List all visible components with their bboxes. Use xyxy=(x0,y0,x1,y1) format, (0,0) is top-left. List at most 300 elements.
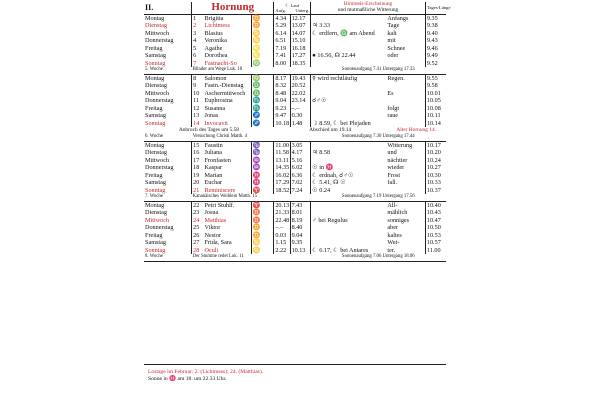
day-length: 10.53 xyxy=(426,231,441,239)
weather-text: raue xyxy=(386,112,425,120)
celestial-event xyxy=(311,224,387,232)
day-length: 9.46 xyxy=(426,44,438,52)
day-number: 25 xyxy=(193,224,200,232)
celestial-event xyxy=(311,157,387,165)
moon-sign-icon: ♒ xyxy=(251,164,274,172)
day-row xyxy=(144,179,446,187)
moonset: 1.48 xyxy=(290,120,311,128)
weekday: Donnerstag xyxy=(144,97,192,105)
saint-name: Dorothea xyxy=(204,52,252,60)
moon-sign-icon: ♊ xyxy=(251,22,274,30)
saint-name: Fronfasten xyxy=(204,157,252,165)
moon-sign-icon: ♋ xyxy=(251,239,274,247)
day-row xyxy=(144,22,446,30)
daylength-header: Tages-Länge xyxy=(425,2,446,14)
day-row xyxy=(144,82,446,90)
moonrise: 9.23 xyxy=(274,105,290,113)
weather-text xyxy=(386,97,425,105)
moonrise: 11.00 xyxy=(275,141,290,149)
moonrise: 14.35 xyxy=(275,164,290,172)
weekday: Sonntag xyxy=(144,60,192,68)
day-row xyxy=(144,172,446,180)
weekday: Montag xyxy=(144,201,192,209)
month-number: II. xyxy=(144,2,192,14)
saint-name: Aschermittwoch xyxy=(204,90,252,98)
week-number: 8. Woche xyxy=(144,254,192,261)
day-number: 12 xyxy=(193,104,200,112)
moonset: 23.14 xyxy=(290,97,311,105)
daybreak-note: Anbruch des Tages um 5.58 xyxy=(178,127,239,134)
celestial-event xyxy=(311,112,387,120)
celestial-event xyxy=(311,37,387,45)
moonset: 13.07 xyxy=(290,22,311,30)
saint-name: Susanna xyxy=(204,105,252,113)
day-row xyxy=(144,157,446,165)
weekday: Montag xyxy=(144,141,192,149)
day-length: 10.33 xyxy=(426,179,441,187)
saint-name: Reminiscere xyxy=(204,187,252,195)
moonrise: 16.02 xyxy=(275,171,290,179)
weekday: Donnerstag xyxy=(144,164,192,172)
celestial-event: ♃ 8.58 xyxy=(312,149,331,157)
day-length: 10.01 xyxy=(426,89,441,97)
weekday: Montag xyxy=(144,14,192,22)
day-length: 11.00 xyxy=(426,246,441,254)
moonrise: 4.34 xyxy=(274,14,290,22)
moonrise: 0.03 xyxy=(274,232,290,240)
month-title: Hornung xyxy=(192,2,274,14)
celestial-event: ☾ erdfern, ♎ am Abend xyxy=(312,29,375,37)
sunrise-sunset: Sonnenaufgang 7.19 Untergang 17.56 xyxy=(311,194,446,201)
weather-text: Regen. xyxy=(386,74,425,82)
celestial-event xyxy=(311,60,387,68)
sunrise-sunset: Sonnenaufgang 7.06 Untergang 18.06 xyxy=(311,254,446,261)
day-row xyxy=(144,141,446,149)
day-length: 10.43 xyxy=(426,209,441,217)
day-number: 26 xyxy=(193,231,200,239)
day-row xyxy=(144,209,446,217)
moon-sign-icon: ♊ xyxy=(251,224,274,232)
weather-text: Witterung xyxy=(386,141,425,149)
day-number: 8 xyxy=(192,74,204,82)
bottom-divider xyxy=(144,364,446,365)
moonrise: 7.41 xyxy=(274,52,290,60)
day-number: 16 xyxy=(193,149,200,157)
weekday: Samstag xyxy=(144,239,192,247)
moon-sign-icon: ♒ xyxy=(251,157,274,165)
moonrise: 9.47 xyxy=(274,112,290,120)
moonset: 14.07 xyxy=(290,30,311,38)
saint-name: Salomon xyxy=(204,74,252,82)
celestial-event: ☾ erdnah, ☌♂☉ xyxy=(312,171,354,179)
calendar-table xyxy=(144,1,451,262)
weekday: Donnerstag xyxy=(144,224,192,232)
weekday: Mittwoch xyxy=(144,90,192,98)
moonset: 9.35 xyxy=(290,239,311,247)
saint-name: Agathe xyxy=(204,45,252,53)
events-subtitle: und mutmaßliche Witterung xyxy=(337,6,399,13)
celestial-event: ☾ 5.41, ☊ ☉ xyxy=(312,179,346,187)
day-number: 18 xyxy=(193,164,200,172)
weather-text: und xyxy=(386,149,425,157)
moonrise: 7.19 xyxy=(274,45,290,53)
weekday: Samstag xyxy=(144,52,192,60)
moon-sign-icon: ♋ xyxy=(251,30,274,38)
day-number: 5 xyxy=(193,44,197,52)
weather-text: nächtier xyxy=(386,157,425,165)
saint-name: Invocavit xyxy=(204,120,252,128)
weekday: Dienstag xyxy=(144,82,192,90)
day-length: 10.40 xyxy=(425,201,446,209)
moonset: 7.02 xyxy=(290,179,311,187)
moon-sign-icon: ♈ xyxy=(251,201,274,209)
moonset: 8.40 xyxy=(290,224,311,232)
day-number: 15 xyxy=(192,141,204,149)
day-number: 10 xyxy=(193,89,200,97)
week-footer-row xyxy=(144,67,446,74)
moonrise: 22.48 xyxy=(275,216,290,224)
weather-text: oder xyxy=(386,52,425,60)
moonset: 19.43 xyxy=(290,74,311,82)
weather-text: fall. xyxy=(386,179,425,187)
moonset: 15.10 xyxy=(290,37,311,45)
day-length: 10.47 xyxy=(426,216,441,224)
events-title: Himmels-Erscheinung xyxy=(343,1,393,7)
moonrise: 11.58 xyxy=(275,149,290,157)
moonrise: 21.33 xyxy=(275,209,290,217)
weather-text xyxy=(386,60,425,68)
day-number: 28 xyxy=(193,246,200,254)
moon-sign-icon: ♉ xyxy=(251,217,274,225)
moonrise: 8.32 xyxy=(274,82,290,90)
moonset: 20.52 xyxy=(290,82,311,90)
weather-text: Frost xyxy=(386,172,425,180)
day-number: 21 xyxy=(193,186,200,194)
moonrise: 18.52 xyxy=(275,186,290,194)
moon-sign-icon: ♊ xyxy=(251,14,274,22)
weekday: Freitag xyxy=(144,172,192,180)
day-row xyxy=(144,232,446,240)
moon-sign-icon: ♓ xyxy=(251,172,274,180)
celestial-event: ☉ in ♓ xyxy=(312,164,334,172)
moonrise: 10.18 xyxy=(275,119,290,127)
nightfall-note: Abschied um 19.14 xyxy=(309,127,352,134)
day-row xyxy=(144,164,446,172)
saint-name: Frida, Sara xyxy=(204,239,252,247)
celestial-event xyxy=(311,82,387,90)
moon-lauf-label: ☾ Lauf xyxy=(285,2,300,8)
weather-text: kalt xyxy=(386,30,425,38)
day-row xyxy=(144,187,446,195)
week-number: 7. Woche xyxy=(144,194,192,201)
saint-name: Veronika xyxy=(204,37,252,45)
weekday: Sonntag xyxy=(144,120,192,128)
celestial-event xyxy=(311,90,387,98)
moon-sign-icon: ♍ xyxy=(251,60,274,68)
events-header xyxy=(311,2,426,14)
weekday: Samstag xyxy=(144,179,192,187)
moon-sign-icon: ♋ xyxy=(251,37,274,45)
moonrise: 6.14 xyxy=(274,30,290,38)
moonset: 18.35 xyxy=(290,60,311,68)
day-number: 17 xyxy=(193,156,200,164)
moonrise: 20.13 xyxy=(275,201,290,209)
old-month-note: Alter Hornung 14. xyxy=(396,127,437,134)
moon-sign-icon: ♎ xyxy=(251,90,274,98)
weather-text: Wet- xyxy=(386,239,425,247)
weather-text: folgt xyxy=(386,105,425,113)
day-length: 10.14 xyxy=(426,119,441,127)
weekday: Freitag xyxy=(144,105,192,113)
moonrise: 9.04 xyxy=(274,97,290,105)
day-row xyxy=(144,30,446,38)
week-number: 5. Woche xyxy=(144,67,192,74)
saint-name: Oculi xyxy=(204,247,252,255)
weekday: Mittwoch xyxy=(144,30,192,38)
day-length: 10.11 xyxy=(426,112,441,120)
saint-name: Blasius xyxy=(204,30,252,38)
moonrise: –.– xyxy=(274,224,290,232)
day-length: 9.38 xyxy=(426,22,438,30)
day-number: 19 xyxy=(193,171,200,179)
weekday: Sonntag xyxy=(144,187,192,195)
moon-sign-icon: ♋ xyxy=(251,247,274,255)
weather-text: wieder xyxy=(386,164,425,172)
moon-sign-icon: ♌ xyxy=(251,45,274,53)
celestial-event xyxy=(311,45,387,53)
day-length: 10.17 xyxy=(425,141,446,149)
day-number: 2 xyxy=(193,22,197,30)
moonset: 9.04 xyxy=(290,232,311,240)
day-number: 20 xyxy=(193,179,200,187)
day-number: 11 xyxy=(193,97,200,105)
celestial-event: ☽ 8.59, ☾ bei Plejaden xyxy=(312,119,371,127)
moon-sign-icon: ♍ xyxy=(251,74,274,82)
moonset: 12.17 xyxy=(290,14,311,22)
daybreak-note-row xyxy=(144,127,446,134)
day-number: 13 xyxy=(193,112,200,120)
day-length: 9.55 xyxy=(425,74,446,82)
saint-name: Lichtmess xyxy=(204,22,252,30)
day-length: 10.30 xyxy=(426,171,441,179)
weekday: Dienstag xyxy=(144,22,192,30)
saint-name: Euchar xyxy=(204,179,252,187)
weather-text: Anfangs xyxy=(386,14,425,22)
saint-name: Kaspar xyxy=(204,164,252,172)
day-length: 9.49 xyxy=(426,52,438,60)
moonset: 8.19 xyxy=(290,217,311,225)
day-row xyxy=(144,60,446,68)
celestial-event: ● 16.56, ☊ 22.44 xyxy=(312,52,356,60)
day-row xyxy=(144,217,446,225)
weekday: Mittwoch xyxy=(144,217,192,225)
weather-text: sonniges xyxy=(386,217,425,225)
day-length: 10.24 xyxy=(426,156,441,164)
weather-text: Es xyxy=(386,90,425,98)
saint-name: Juliana xyxy=(204,149,252,157)
saint-name: Marian xyxy=(204,172,252,180)
day-number: 1 xyxy=(193,14,197,22)
celestial-event: ☉ 0.24 xyxy=(312,186,331,194)
day-row xyxy=(144,239,446,247)
set-header: Unterg. xyxy=(295,7,310,13)
moonrise: 2.22 xyxy=(274,247,290,255)
celestial-event: ☿ wird rechtläufig xyxy=(311,74,387,82)
moonset: 6.02 xyxy=(290,164,311,172)
moon-sign-icon: ♓ xyxy=(251,179,274,187)
weekday: Freitag xyxy=(144,232,192,240)
moonset: 10.13 xyxy=(290,247,311,255)
day-row xyxy=(144,74,446,82)
saint-name: Fastnacht-So xyxy=(204,60,252,68)
day-number: 7 xyxy=(193,59,197,67)
moonset: 0.30 xyxy=(290,112,311,120)
weather-text: Schnee xyxy=(386,45,425,53)
sun-sign-line: Sonne in ♓ am 18. um 22.33 Uhr. xyxy=(148,376,227,383)
moonrise: 8.48 xyxy=(274,90,290,98)
gospel-reference: Der Stumme redet Luk. 11 xyxy=(192,254,311,261)
day-length: 10.08 xyxy=(426,104,441,112)
day-length: 10.05 xyxy=(426,97,441,105)
weekday: Dienstag xyxy=(144,149,192,157)
day-row xyxy=(144,224,446,232)
saint-name: Petri Stuhlf. xyxy=(204,201,252,209)
day-row xyxy=(144,247,446,255)
weather-text: aber xyxy=(386,224,425,232)
weekday: Mittwoch xyxy=(144,157,192,165)
day-row xyxy=(144,112,446,120)
moon-sign-icon: ♏ xyxy=(251,97,274,105)
moonset: 16.18 xyxy=(290,45,311,53)
saint-name: Viktor xyxy=(204,224,252,232)
weekday: Samstag xyxy=(144,112,192,120)
celestial-event xyxy=(311,141,387,149)
day-length: 10.37 xyxy=(426,186,441,194)
day-row xyxy=(144,201,446,209)
day-length: 9.35 xyxy=(426,14,438,22)
moon-sign-icon: ♎ xyxy=(251,82,274,90)
moonset: 3.05 xyxy=(290,141,311,149)
celestial-event xyxy=(311,14,387,22)
celestial-event xyxy=(311,209,387,217)
celestial-event: ☌♂☉ xyxy=(312,97,327,105)
celestial-event: ☾ 6.17, ☾ bei Antares xyxy=(312,246,369,254)
day-length: 10.27 xyxy=(426,164,441,172)
day-length: 9.58 xyxy=(426,82,438,90)
day-row xyxy=(144,149,446,157)
weather-text: mählich xyxy=(386,209,425,217)
moonset: 4.17 xyxy=(290,149,311,157)
weather-text: mit xyxy=(386,37,425,45)
saint-name: Jonas xyxy=(204,112,252,120)
saint-name: Josua xyxy=(204,209,252,217)
day-row xyxy=(144,97,446,105)
moon-sign-icon: ♑ xyxy=(251,141,274,149)
moon-sign-icon: ♐ xyxy=(251,112,274,120)
day-number: 22 xyxy=(192,201,204,209)
moonset: –.– xyxy=(290,105,311,113)
gospel-reference: Blinder am Wege Luk. 18 xyxy=(192,67,311,74)
moon-sign-icon: ♈ xyxy=(251,187,274,195)
day-length: 10.50 xyxy=(426,224,441,232)
calendar-body xyxy=(144,14,446,261)
moonset: 17.27 xyxy=(290,52,311,60)
day-row xyxy=(144,105,446,113)
moonrise: 8.00 xyxy=(274,60,290,68)
weather-text: Tage xyxy=(386,22,425,30)
saint-name: Fastn.-Dienstag xyxy=(204,82,252,90)
weekday: Montag xyxy=(144,74,192,82)
day-number: 3 xyxy=(193,29,197,37)
weekday: Sonntag xyxy=(144,247,192,255)
day-number: 27 xyxy=(193,239,200,247)
sunrise-sunset: Sonnenaufgang 7.30 Untergang 17.44 xyxy=(311,134,446,141)
day-row xyxy=(144,52,446,60)
celestial-event xyxy=(311,232,387,240)
moon-sign-icon: ♌ xyxy=(251,52,274,60)
week-number: 6. Woche xyxy=(144,134,192,141)
week-footer-row xyxy=(144,194,446,201)
day-number: 14 xyxy=(193,119,200,127)
saint-name: Brigitta xyxy=(204,14,252,22)
day-length: 9.40 xyxy=(426,29,438,37)
moon-sign-icon: ♏ xyxy=(251,105,274,113)
moonset: 8.01 xyxy=(290,209,311,217)
weather-text xyxy=(386,82,425,90)
moonset: 6.36 xyxy=(290,172,311,180)
day-row xyxy=(144,45,446,53)
day-number: 6 xyxy=(193,52,197,60)
weather-text: All- xyxy=(386,201,425,209)
weather-text: kaltes xyxy=(386,232,425,240)
day-length: 9.52 xyxy=(426,59,438,67)
moonrise: 13.11 xyxy=(275,156,290,164)
saint-name: Faustin xyxy=(204,141,252,149)
rise-header: Aufg. xyxy=(275,7,286,13)
moonset: 22.02 xyxy=(290,90,311,98)
saint-name: Nestor xyxy=(204,232,252,240)
day-row xyxy=(144,14,446,22)
losetage-line: Lostage im Februar: 2. (Lichtmess); 24. (Matthias). xyxy=(148,369,264,375)
moon-sign-icon: ♉ xyxy=(251,209,274,217)
celestial-event: ♂ bei Regulus xyxy=(312,216,348,224)
moonset: 7.43 xyxy=(290,201,311,209)
day-row xyxy=(144,120,446,128)
weather-text xyxy=(386,120,425,128)
day-number: 23 xyxy=(193,209,200,217)
day-number: 24 xyxy=(193,216,200,224)
celestial-event xyxy=(311,201,387,209)
celestial-event xyxy=(311,105,387,113)
moonrise: 1.15 xyxy=(274,239,290,247)
moon-column-header xyxy=(274,2,311,14)
moonrise: 5.29 xyxy=(274,22,290,30)
celestial-event: ♃ 3.33 xyxy=(312,22,331,30)
weekday: Freitag xyxy=(144,45,192,53)
gospel-reference: Versuchung Christi Matth. 4 xyxy=(192,134,311,141)
celestial-event xyxy=(311,239,387,247)
moonrise: 6.51 xyxy=(274,37,290,45)
weather-text xyxy=(386,187,425,195)
header-row xyxy=(144,2,446,14)
moonset: 5.16 xyxy=(290,157,311,165)
moonrise: 8.17 xyxy=(274,74,290,82)
moonrise: 17.29 xyxy=(275,179,290,187)
saint-name: Matthias xyxy=(204,217,252,225)
moon-sign-icon: ♑ xyxy=(251,149,274,157)
week-footer-row xyxy=(144,254,446,261)
day-length: 9.43 xyxy=(426,37,438,45)
